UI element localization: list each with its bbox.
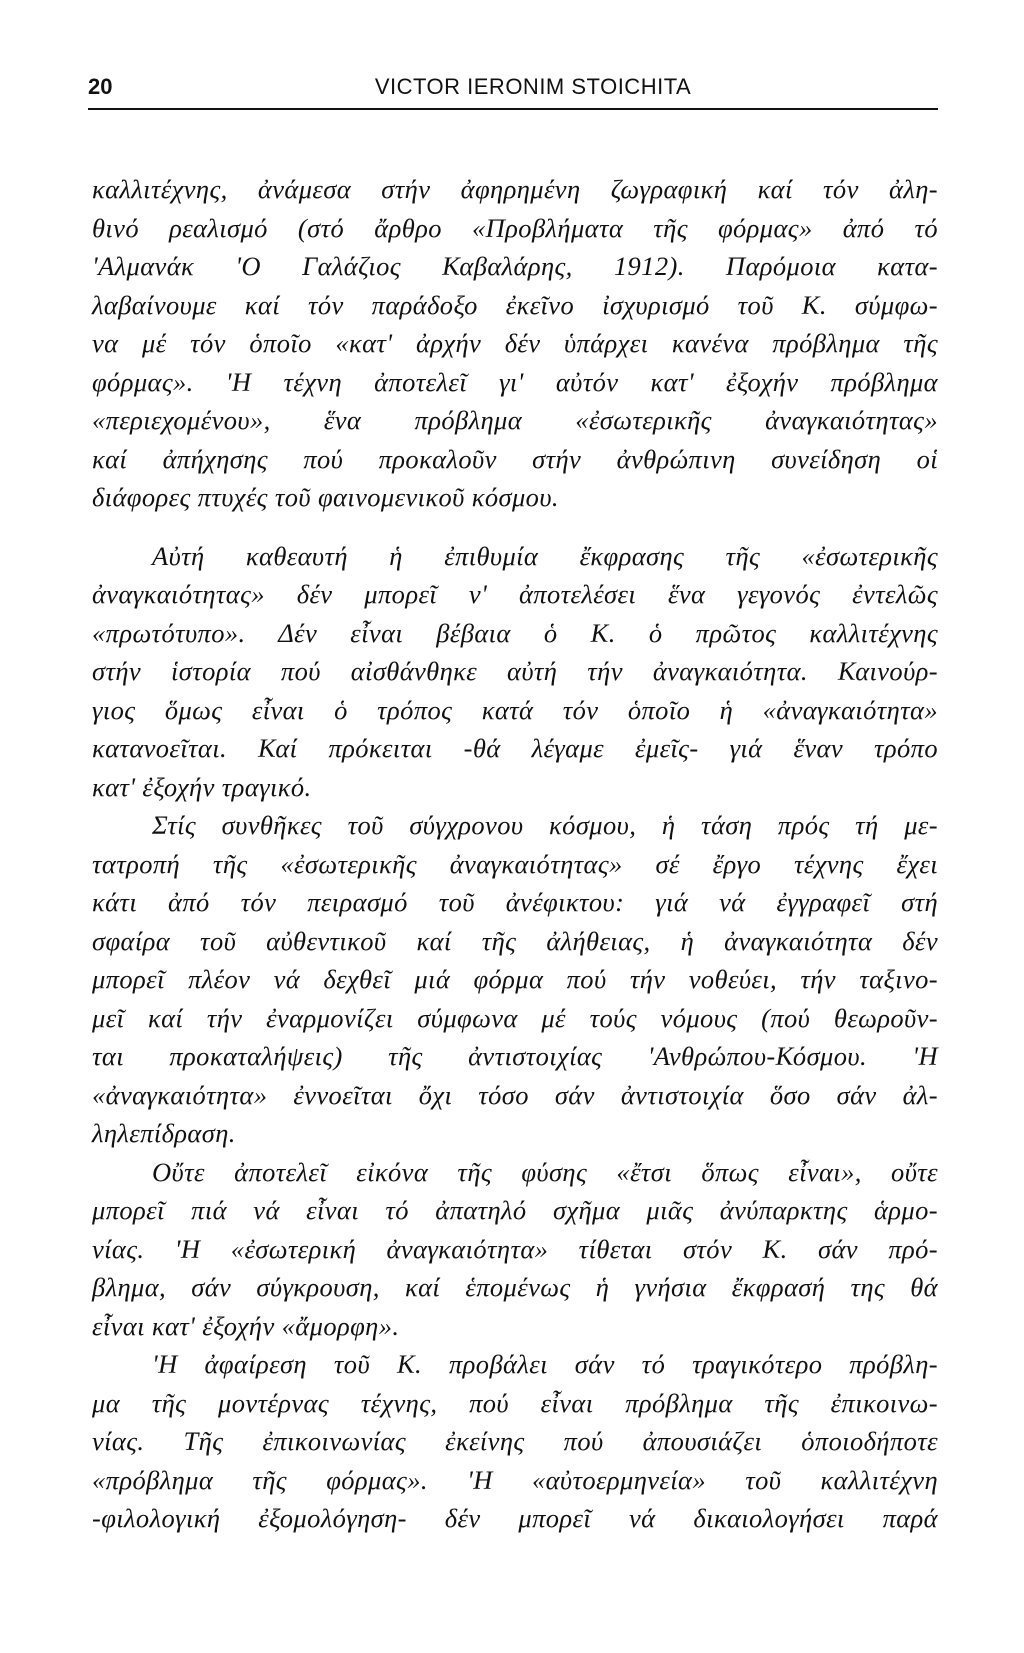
text-line: σφαίρα τοῦ αὐθεντικοῦ καί τῆς ἀλήθειας, ἡ ἀναγκαιότητα δέν	[92, 925, 938, 956]
text-line: «ἀναγκαιότητα» ἐννοεῖται ὄχι τόσο σάν ἀντιστοιχία ὅσο σάν ἀλ-	[92, 1079, 938, 1110]
running-title: VICTOR IERONIM STOICHITA	[374, 74, 692, 99]
text-line: -φιλολογική ἐξομολόγηση- δέν μπορεῖ νά δικαιολογήσει παρά	[92, 1503, 938, 1533]
text-line: λαβαίνουμε καί τόν παράδοξο ἐκεῖνο ἰσχυρισμό τοῦ Κ. σύμφω-	[92, 289, 938, 320]
text-line: καί ἀπήχησης πού προκαλοῦν στήν ἀνθρώπινη συνείδηση οἱ	[92, 443, 938, 474]
text-line: κάτι ἀπό τόν πειρασμό τοῦ ἀνέφικτου: γιά νά ἐγγραφεῖ στή	[92, 887, 938, 917]
text-line: να μέ τόν ὁποῖο «κατ' ἀρχήν δέν ὑπάρχει κανένα πρόβλημα τῆς	[92, 328, 938, 358]
text-line: 'Η ἀφαίρεση τοῦ Κ. προβάλει σάν τό τραγικότερο πρόβλη-	[152, 1349, 938, 1379]
text-line: μεῖ καί τήν ἐναρμονίζει σύμφωνα μέ τούς νόμους (πού θεωροῦν-	[92, 1002, 938, 1033]
text-line: τατροπή τῆς «ἐσωτερικῆς ἀναγκαιότητας» σέ ἔργο τέχνης ἔχει	[92, 848, 938, 879]
text-line: ται προκαταλήψεις) τῆς ἀντιστοιχίας 'Ανθρώπου-Κόσμου. 'Η	[92, 1041, 938, 1071]
text-line: Αὐτή καθεαυτή ἡ ἐπιθυμία ἔκφρασης τῆς «ἐσωτερικῆς	[152, 540, 938, 571]
text-line: ἀναγκαιότητας» δέν μπορεῖ ν' ἀποτελέσει ἕνα γεγονός ἐντελῶς	[92, 579, 938, 609]
text-line: κατ' ἐξοχήν τραγικό.	[92, 771, 312, 802]
text-line: νίας. 'Η «ἐσωτερική ἀναγκαιότητα» τίθεται στόν Κ. σάν πρό-	[92, 1233, 938, 1264]
text-line: εἶναι κατ' ἐξοχήν «ἄμορφη».	[92, 1310, 400, 1341]
paragraph-3	[92, 806, 938, 1153]
page-number: 20	[88, 74, 113, 99]
text-line: φόρμας». 'Η τέχνη ἀποτελεῖ γι' αὐτόν κατ' ἐξοχήν πρόβλημα	[92, 366, 938, 397]
text-line: κατανοεῖται. Καί πρόκειται -θά λέγαμε ἐμεῖς- γιά ἕναν τρόπο	[92, 733, 938, 763]
text-line: διάφορες πτυχές τοῦ φαινομενικοῦ κόσμου.	[92, 482, 559, 512]
text-line: Στίς συνθῆκες τοῦ σύγχρονου κόσμου, ἡ τάση πρός τή με-	[152, 810, 938, 840]
paragraph-1	[92, 170, 938, 517]
paragraph-5	[92, 1345, 938, 1538]
paragraph-2	[92, 537, 938, 807]
body-text	[92, 170, 938, 1538]
text-line: θινό ρεαλισμό (στό ἄρθρο «Προβλήματα τῆς φόρμας» ἀπό τό	[92, 212, 938, 243]
text-line: ληλεπίδραση.	[92, 1118, 236, 1148]
text-line: βλημα, σάν σύγκρουση, καί ἑπομένως ἡ γνήσια ἔκφρασή της θά	[92, 1272, 938, 1302]
text-line: 'Αλμανάκ 'Ο Γαλάζιος Καβαλάρης, 1912). Παρόμοια κατα-	[92, 251, 938, 281]
text-line: μπορεῖ πλέον νά δεχθεῖ μιά φόρμα πού τήν νοθεύει, τήν ταξινο-	[92, 964, 938, 994]
text-line: μα τῆς μοντέρνας τέχνης, πού εἶναι πρόβλημα τῆς ἐπικοινω-	[92, 1387, 938, 1418]
text-line: μπορεῖ πιά νά εἶναι τό ἀπατηλό σχῆμα μιᾶς ἀνύπαρκτης ἁρμο-	[92, 1195, 938, 1225]
paragraph-4	[92, 1153, 938, 1346]
text-line: «πρόβλημα τῆς φόρμας». 'Η «αὐτοερμηνεία» τοῦ καλλιτέχνη	[92, 1464, 938, 1495]
text-line: Οὔτε ἀποτελεῖ εἰκόνα τῆς φύσης «ἔτσι ὅπως εἶναι», οὔτε	[152, 1156, 938, 1187]
text-line: «περιεχομένου», ἕνα πρόβλημα «ἐσωτερικῆς ἀναγκαιότητας»	[92, 405, 938, 435]
text-line: νίας. Τῆς ἐπικοινωνίας ἐκείνης πού ἀπουσιάζει ὁποιοδήποτε	[92, 1426, 938, 1456]
text-line: γιος ὅμως εἶναι ὁ τρόπος κατά τόν ὁποῖο ἡ «ἀναγκαιότητα»	[92, 694, 938, 725]
paragraph-gap	[92, 517, 938, 537]
text-line: «πρωτότυπο». Δέν εἶναι βέβαια ὁ Κ. ὁ πρῶτος καλλιτέχνης	[92, 617, 938, 648]
running-header	[88, 70, 938, 110]
text-line: στήν ἱστορία πού αἰσθάνθηκε αὐτή τήν ἀναγκαιότητα. Καινούρ-	[92, 656, 938, 686]
text-line: καλλιτέχνης, ἀνάμεσα στήν ἀφηρημένη ζωγραφική καί τόν ἀλη-	[92, 174, 938, 204]
